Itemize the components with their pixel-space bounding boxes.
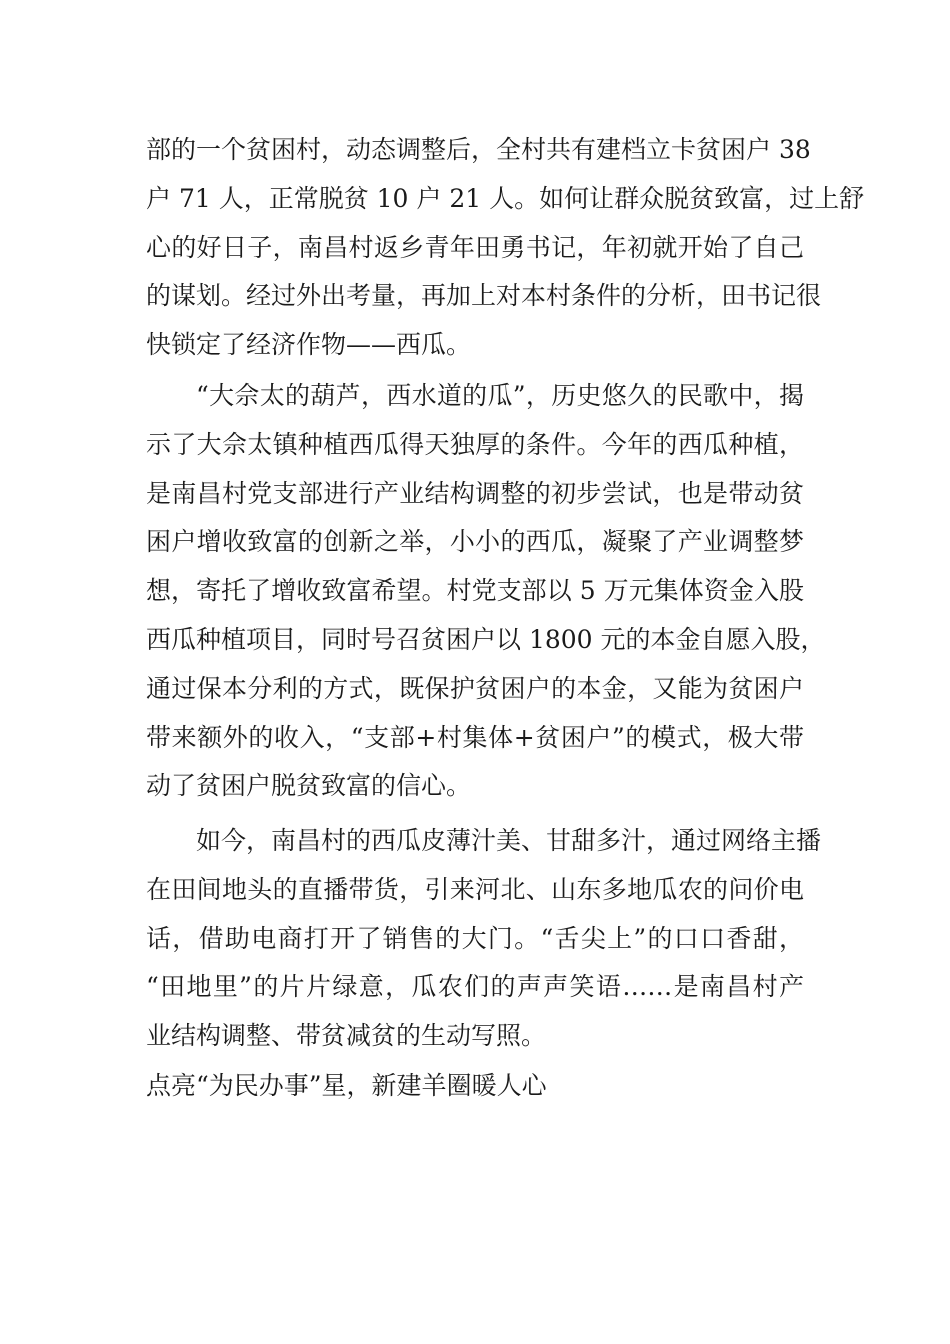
paragraph-line: 带来额外的收入，“支部+村集体+贫困户”的模式，极大带 bbox=[146, 722, 804, 752]
paragraph-line: 在田间地头的直播带货，引来河北、山东多地瓜农的问价电 bbox=[146, 874, 804, 904]
paragraph-1 bbox=[146, 126, 865, 370]
paragraph-line: 心的好日子，南昌村返乡青年田勇书记，年初就开始了自己 bbox=[146, 232, 804, 262]
paragraph-line: 困户增收致富的创新之举，小小的西瓜，凝聚了产业调整梦 bbox=[146, 527, 804, 557]
section-heading: 点亮“为民办事”星，新建羊圈暖人心 bbox=[146, 1071, 547, 1100]
paragraph-line: 是南昌村党支部进行产业结构调整的初步尝试，也是带动贫 bbox=[146, 478, 804, 508]
paragraph-line: “田地里”的片片绿意，瓜农们的声声笑语……是南昌村产 bbox=[146, 972, 804, 1002]
paragraph-3 bbox=[146, 817, 822, 1061]
paragraph-line: 户 71 人，正常脱贫 10 户 21 人。如何让群众脱贫致富，过上舒 bbox=[146, 183, 865, 213]
paragraph-line: 部的一个贫困村，动态调整后，全村共有建档立卡贫困户 38 bbox=[146, 135, 811, 164]
paragraph-line: 如今，南昌村的西瓜皮薄汁美、甘甜多汁，通过网络主播 bbox=[196, 826, 822, 855]
paragraph-line: “大佘太的葫芦，西水道的瓜”，历史悠久的民歌中，揭 bbox=[196, 381, 804, 410]
paragraph-line: 西瓜种植项目，同时号召贫困户以 1800 元的本金自愿入股， bbox=[146, 624, 826, 654]
paragraph-line: 通过保本分利的方式，既保护贫困户的本金，又能为贫困户 bbox=[146, 673, 804, 703]
paragraph-line: 想，寄托了增收致富希望。村党支部以 5 万元集体资金入股 bbox=[146, 576, 804, 606]
paragraph-line: 话，借助电商打开了销售的大门。“舌尖上”的口口香甜， bbox=[146, 923, 804, 953]
paragraph-line: 示了大佘太镇种植西瓜得天独厚的条件。今年的西瓜种植， bbox=[146, 429, 804, 459]
paragraph-line: 快锁定了经济作物——西瓜。 bbox=[146, 330, 472, 360]
paragraph-line: 动了贫困户脱贫致富的信心。 bbox=[146, 771, 472, 801]
paragraph-2 bbox=[146, 372, 826, 811]
paragraph-line: 业结构调整、带贫减贫的生动写照。 bbox=[146, 1021, 547, 1051]
paragraph-line: 的谋划。经过外出考量，再加上对本村条件的分析，田书记很 bbox=[146, 281, 822, 311]
